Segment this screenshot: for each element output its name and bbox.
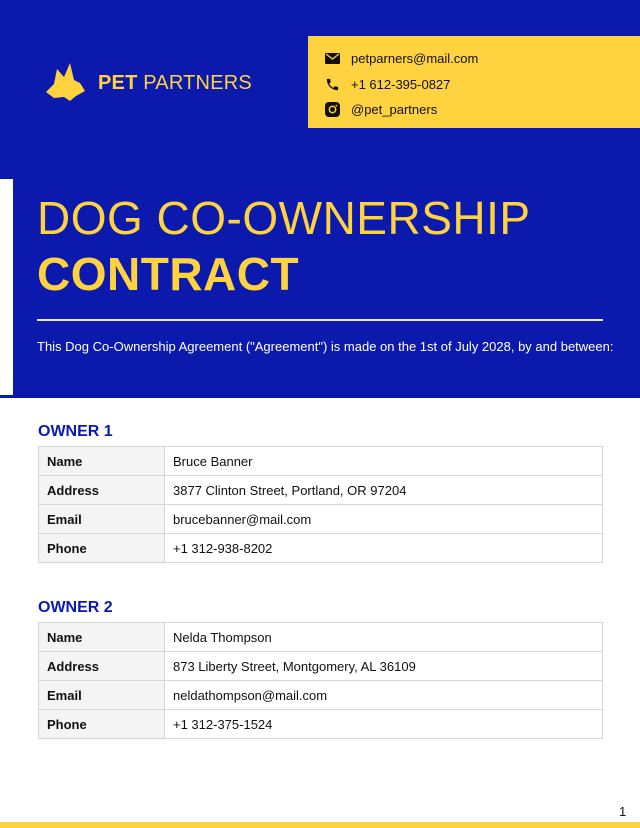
contact-social-text[interactable]: @pet_partners <box>351 102 438 118</box>
owner-2-heading: OWNER 2 <box>38 599 113 616</box>
field-value: brucebanner@mail.com <box>165 505 603 534</box>
field-value: +1 312-938-8202 <box>165 534 603 563</box>
field-label: Address <box>39 476 165 505</box>
field-label: Name <box>39 447 165 476</box>
footer-bar <box>0 822 640 828</box>
page-number: 1 <box>619 804 627 819</box>
owner-1-heading: OWNER 1 <box>38 423 113 440</box>
field-label: Name <box>39 623 165 652</box>
title-divider <box>37 319 603 321</box>
title-line-2: CONTRACT <box>37 248 300 300</box>
brand-name-bold: PET <box>98 71 138 94</box>
table-row <box>39 681 603 710</box>
accent-bar <box>0 179 13 395</box>
field-value: neldathompson@mail.com <box>165 681 603 710</box>
contact-phone-text[interactable]: +1 612-395-0827 <box>351 76 451 92</box>
phone-icon <box>323 75 341 93</box>
field-value: Nelda Thompson <box>165 623 603 652</box>
contact-email-text[interactable]: petparners@mail.com <box>351 51 479 67</box>
table-row <box>39 652 603 681</box>
table-row <box>39 447 603 476</box>
field-value: +1 312-375-1524 <box>165 710 603 739</box>
contact-email <box>323 46 640 72</box>
instagram-icon <box>323 101 341 119</box>
brand-name-rest: PARTNERS <box>137 71 252 94</box>
brand-logo <box>40 58 252 108</box>
table-row <box>39 710 603 739</box>
field-value: 873 Liberty Street, Montgomery, AL 36109 <box>165 652 603 681</box>
owner-1-table <box>38 446 603 563</box>
dog-head-icon <box>40 58 90 108</box>
contact-box <box>308 36 640 128</box>
title-line-1: DOG CO-OWNERSHIP <box>37 192 531 244</box>
field-label: Phone <box>39 534 165 563</box>
field-label: Phone <box>39 710 165 739</box>
field-label: Address <box>39 652 165 681</box>
field-value: Bruce Banner <box>165 447 603 476</box>
brand-name <box>98 72 252 95</box>
contact-social <box>323 97 640 123</box>
table-row <box>39 534 603 563</box>
table-row <box>39 623 603 652</box>
table-row <box>39 505 603 534</box>
field-value: 3877 Clinton Street, Portland, OR 97204 <box>165 476 603 505</box>
field-label: Email <box>39 681 165 710</box>
intro-text: This Dog Co-Ownership Agreement ("Agreement") is made on the 1st of July 2028, by and between: <box>37 339 614 354</box>
table-row <box>39 476 603 505</box>
contact-phone <box>323 72 640 98</box>
owner-2-table <box>38 622 603 739</box>
envelope-icon <box>323 50 341 68</box>
field-label: Email <box>39 505 165 534</box>
